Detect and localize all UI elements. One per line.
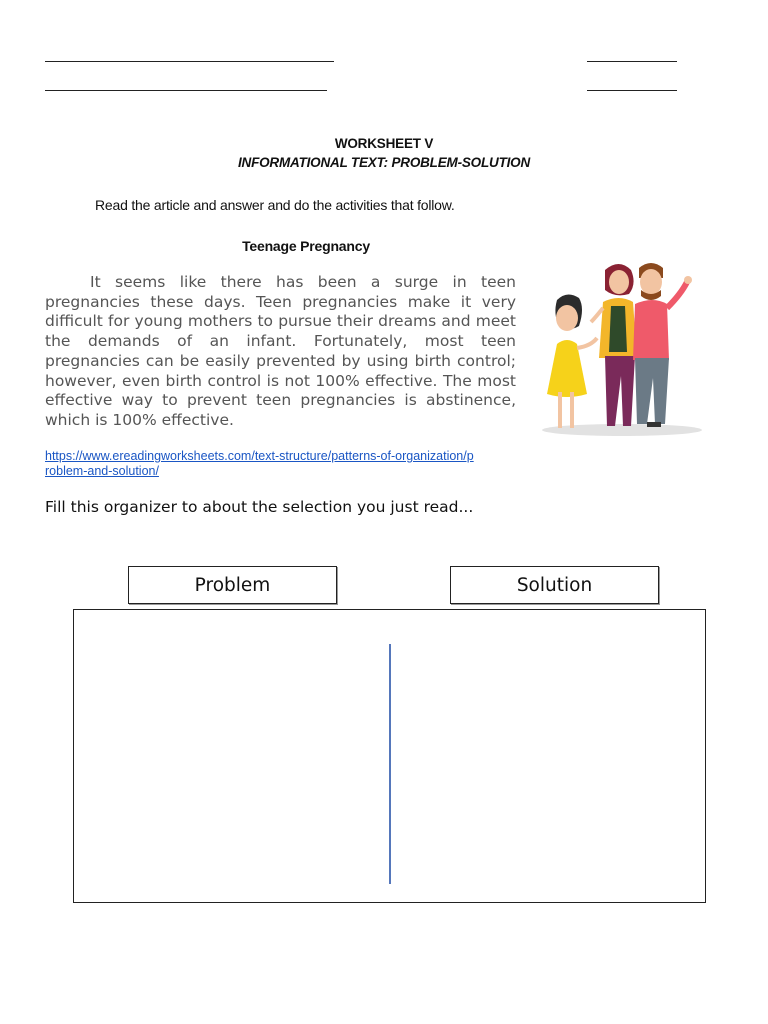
man-figure	[633, 263, 692, 427]
woman-figure	[591, 264, 637, 426]
score-line[interactable]	[587, 90, 677, 91]
date-line[interactable]	[587, 61, 677, 62]
section-line[interactable]	[45, 90, 327, 91]
girl-figure	[547, 294, 597, 428]
article-body: It seems like there has been a surge in teen pregnancies these days. Teen pregnancies make it very difficult for young mothers to pursue their dreams and meet the demands of an infant. Fortunately, most teen pregnancies can be easily prevented by using birth control; however, even birth control is not 100% effective. The most effective way to prevent teen pregnancies is abstinence, which is 100% effective.	[45, 273, 516, 429]
source-link[interactable]: https://www.ereadingworksheets.com/text-structure/patterns-of-organization/problem-and-solution/	[45, 449, 474, 478]
instructions-text: Read the article and answer and do the activities that follow.	[95, 197, 455, 213]
article-title: Teenage Pregnancy	[242, 238, 370, 254]
organizer-divider	[389, 644, 391, 884]
solution-label-box: Solution	[450, 566, 659, 604]
organizer-instructions: Fill this organizer to about the selection you just read...	[45, 498, 474, 516]
family-illustration	[527, 252, 709, 440]
worksheet-title: WORKSHEET V	[334, 136, 434, 151]
worksheet-subtitle: INFORMATIONAL TEXT: PROBLEM-SOLUTION	[237, 155, 531, 170]
name-line[interactable]	[45, 61, 334, 62]
problem-label-box: Problem	[128, 566, 337, 604]
